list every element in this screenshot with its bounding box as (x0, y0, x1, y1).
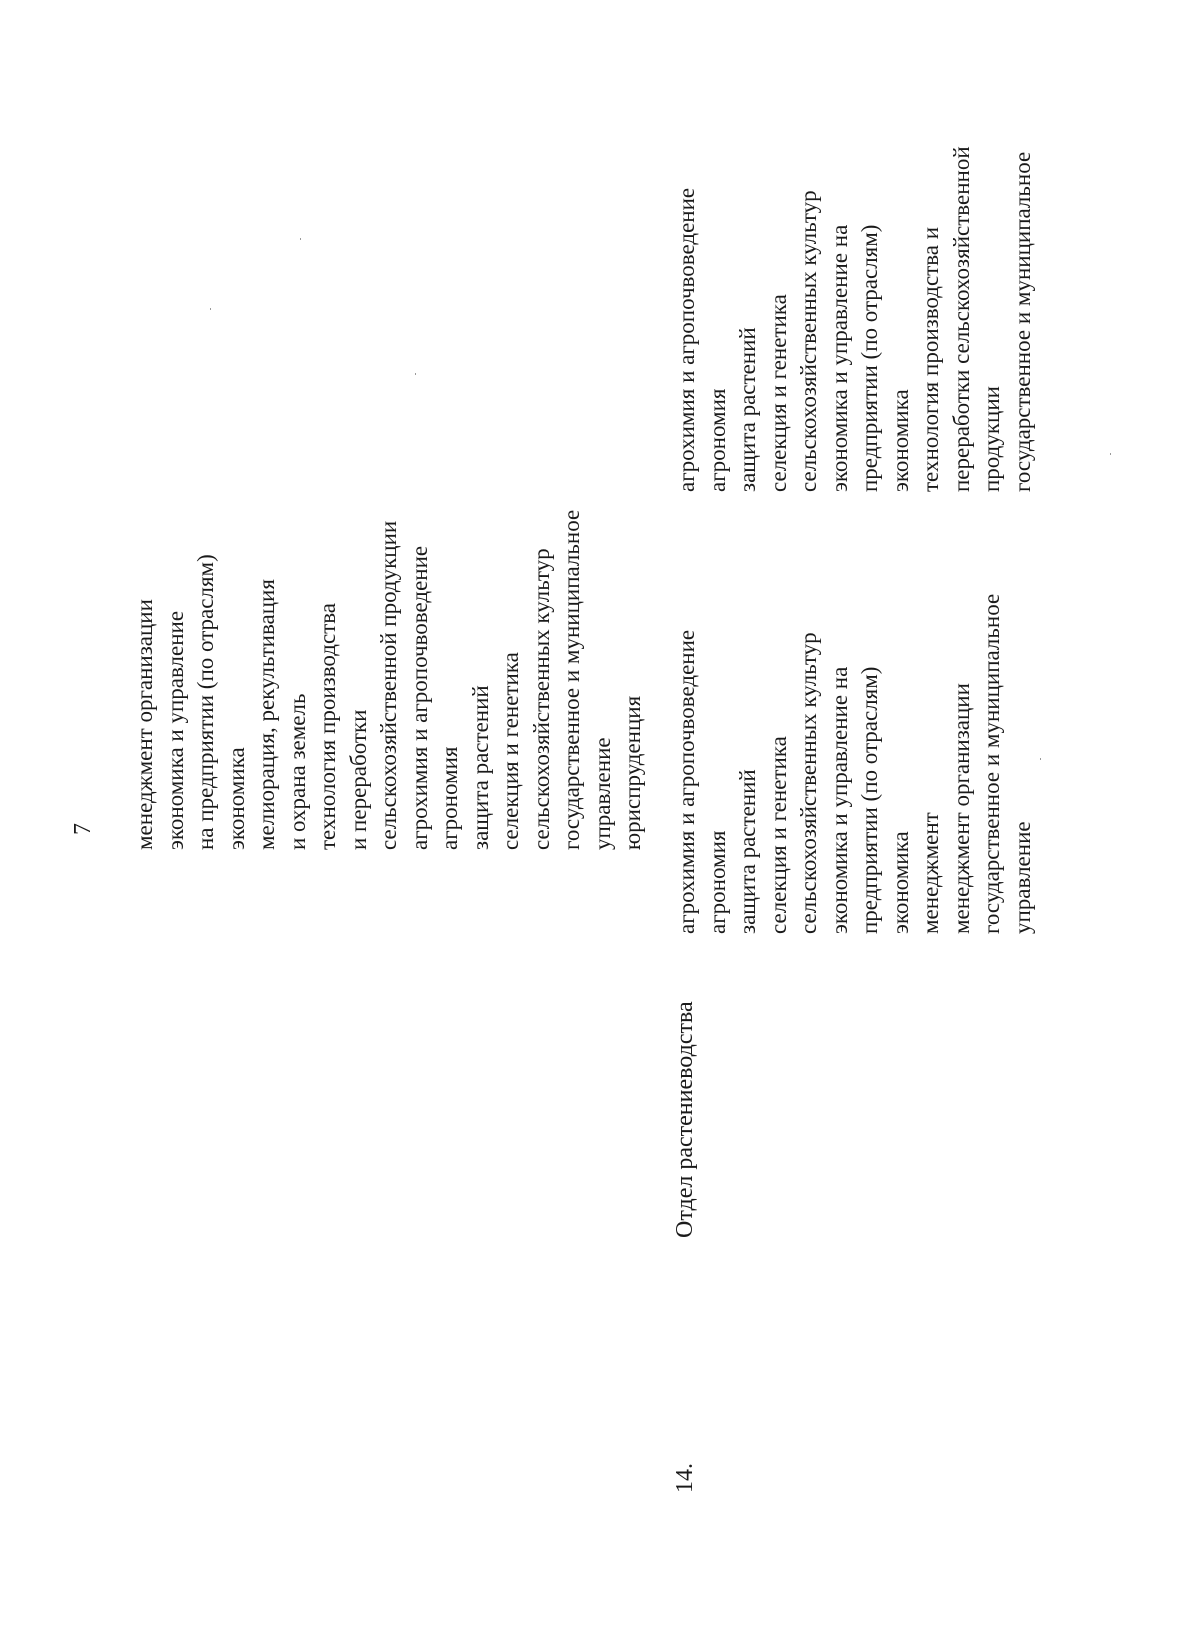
qualification-line: защита растений (735, 327, 760, 492)
qualification-line: государственное и муниципальное (559, 509, 584, 850)
qualification-line: предприятии (по отраслям) (857, 224, 882, 492)
qualification-line: юриспруденция (620, 695, 645, 850)
scan-speck (210, 308, 211, 310)
qualification-line: продукции (979, 386, 1004, 492)
qualification-line: государственное и муниципальное (1009, 151, 1035, 492)
qualification-line: экономика и управление на (826, 666, 852, 934)
qualification-line: сельскохозяйственной продукции (376, 520, 401, 850)
qualification-line: технология производства (315, 603, 340, 850)
qualification-line: и охрана земель (284, 693, 310, 850)
qualification-line: агрономия (704, 830, 730, 934)
scan-speck (415, 373, 416, 375)
qualification-line: переработки сельскохозяйственной (948, 146, 974, 492)
qualification-line: защита растений (735, 769, 760, 934)
previous-section-qualifications (130, 510, 649, 850)
qualification-line: экономика и управление на (826, 224, 852, 492)
qualification-line: менеджмент организации (132, 599, 157, 850)
qualification-line: управление (589, 737, 615, 850)
qualification-line: и переработки (345, 709, 371, 850)
qualification-line: агрохимия и агропочвоведение (406, 545, 432, 850)
qualification-line: экономика (223, 747, 249, 850)
qualification-line: экономика (887, 831, 913, 934)
row14-column-2 (672, 594, 1038, 934)
row14-column-3 (672, 146, 1038, 492)
qualification-line: агрономия (437, 746, 462, 850)
scan-speck (300, 238, 301, 240)
qualification-line: агрономия (704, 388, 730, 492)
department-name: Отдел растениеводства (672, 1001, 698, 1238)
qualification-line: экономика и управление (162, 610, 188, 850)
scan-speck (1110, 453, 1111, 455)
qualification-line: мелиорация, рекультивация (254, 579, 279, 850)
qualification-line: селекция и генетика (498, 652, 523, 850)
qualification-line: экономика (887, 389, 913, 492)
qualification-line: управление (1009, 821, 1035, 934)
qualification-line: агрохимия и агропочвоведение (674, 629, 699, 934)
page-number: 7 (70, 823, 96, 835)
qualification-line: предприятии (по отраслям) (857, 666, 882, 934)
qualification-line: защита растений (467, 685, 493, 850)
qualification-line: селекция и генетика (765, 736, 791, 934)
qualification-line: технология производства и (918, 226, 943, 492)
qualification-line: сельскохозяйственных культур (528, 548, 554, 850)
qualification-line: сельскохозяйственных культур (796, 632, 821, 934)
qualification-line: селекция и генетика (765, 294, 791, 492)
row-number: 14. (672, 1463, 698, 1493)
qualification-line: менеджмент (918, 812, 943, 934)
qualification-line: менеджмент организации (948, 683, 974, 934)
qualification-line: агрохимия и агропочвоведение (674, 187, 699, 492)
qualification-line: сельскохозяйственных культур (796, 190, 821, 492)
qualification-line: на предприятии (по отраслям) (193, 554, 218, 850)
qualification-line: государственное и муниципальное (979, 593, 1004, 934)
scan-speck (1040, 758, 1041, 760)
